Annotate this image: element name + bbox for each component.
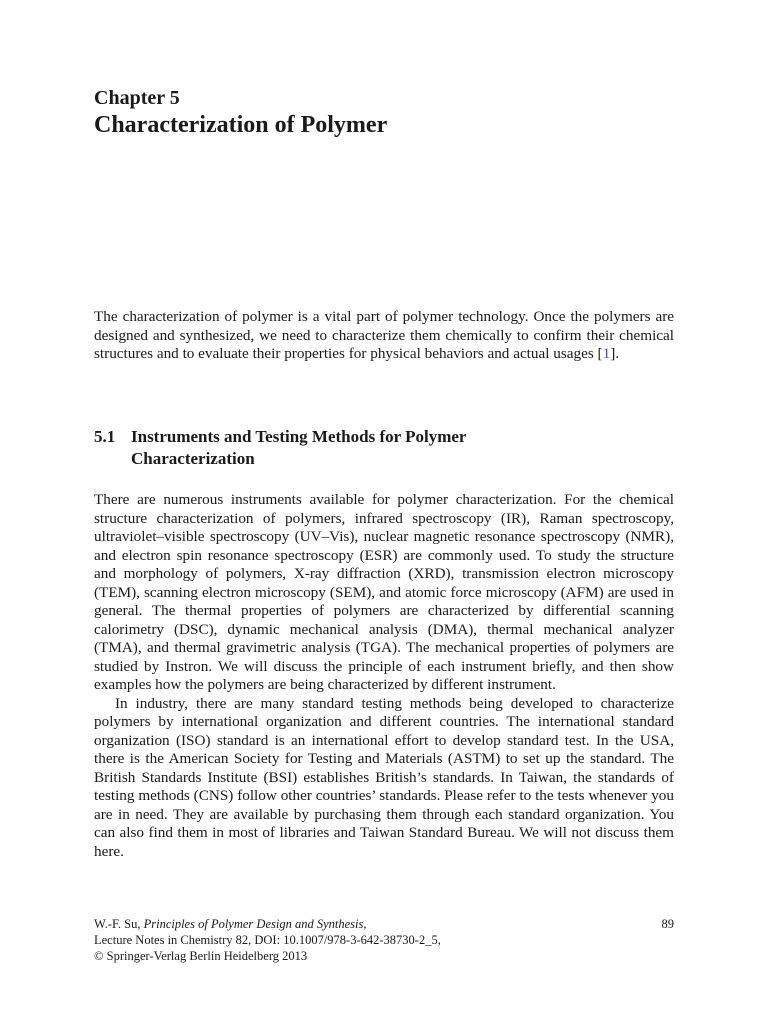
page-footer <box>94 916 674 964</box>
chapter-label: Chapter 5 <box>94 87 180 109</box>
citation-link[interactable]: 1 <box>602 345 611 362</box>
body-paragraph: There are numerous instruments available for polymer characterization. For the chemical structure characterization of polymers, infrared spectroscopy (IR), Raman spectroscopy, ultraviolet–visible spectroscopy (UV–Vis), nuclear magnetic resonance spectroscopy (NMR), and electron spin resonance spectroscopy (ESR) are commonly used. To study the structure and morphology of polymers, X-ray diffraction (XRD), transmission electron microscopy (TEM), scanning electron microscopy (SEM), and atomic force microscopy (AFM) are used in general. The thermal properties of polymers are characterized by differential scanning calorimetry (DSC), dynamic mechanical analysis (DMA), thermal mechanical analyzer (TMA), and thermal gravimetric analysis (TGA). The mechanical properties of polymers are studied by Instron. We will discuss the principle of each instrument briefly, and then show examples how the polymers are being characterized by different instrument. <box>94 491 674 693</box>
intro-text: The characterization of polymer is a vital part of polymer technology. Once the polymers are designed and synthesized, we need to characterize them chemically to confirm their chemical structures and to evaluate their properties for physical behaviors and actual usages [ <box>94 308 674 362</box>
page-number: 89 <box>661 917 674 931</box>
intro-tail: ]. <box>610 345 620 362</box>
section-title-line2: Characterization <box>131 449 255 468</box>
footer-author: W.-F. Su, <box>94 917 144 931</box>
chapter-header <box>94 86 674 140</box>
body-paragraph: In industry, there are many standard testing methods being developed to characterize polymers by international organization and different countries. The international standard organization (ISO) standard is an international effort to develop standard test. In the USA, there is the American Society for Testing and Materials (ASTM) to set up the standard. The British Standards Institute (BSI) establishes British’s standards. In Taiwan, the standards of testing methods (CNS) follow other countries’ standards. Please refer to the tests whenever you are in need. They are available by purchasing them through each standard organization. You can also find them in most of libraries and Taiwan Standard Bureau. We will not discuss them here. <box>94 694 674 860</box>
section-heading <box>94 426 674 470</box>
footer-citation <box>94 916 366 932</box>
intro-paragraph <box>94 308 674 364</box>
footer-book-title: Principles of Polymer Design and Synthesis <box>143 917 364 931</box>
footer-series: Lecture Notes in Chemistry 82, DOI: 10.1007/978-3-642-38730-2_5, <box>94 933 441 947</box>
footer-copyright: © Springer-Verlag Berlin Heidelberg 2013 <box>94 949 308 963</box>
section-title-line1: Instruments and Testing Methods for Polymer <box>131 427 467 446</box>
section-number: 5.1 <box>94 427 116 446</box>
section-body <box>94 491 674 861</box>
chapter-title: Characterization of Polymer <box>94 112 388 138</box>
footer-book-tail: , <box>363 917 367 931</box>
